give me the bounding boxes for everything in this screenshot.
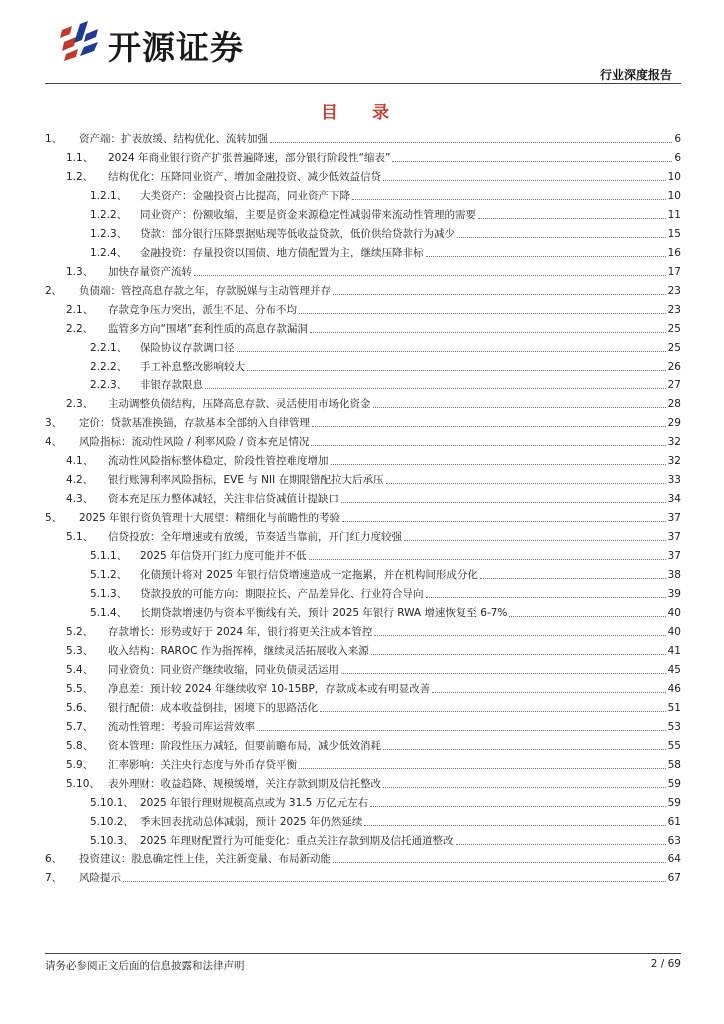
toc-leader-dots <box>270 142 672 143</box>
page-header <box>0 0 724 82</box>
toc-leader-dots <box>257 730 666 731</box>
toc-entry-number: 5.9、 <box>66 758 94 771</box>
toc-entry[interactable] <box>66 678 681 696</box>
toc-leader-dots <box>383 180 666 181</box>
toc-entry[interactable] <box>66 450 681 468</box>
toc-entry-page: 17 <box>667 265 681 278</box>
brand-name: 开源证券 <box>108 28 244 67</box>
toc-entry[interactable] <box>45 431 681 449</box>
toc-entry-title: 2025 年银行资负管理十大展望：精细化与前瞻性的考验 <box>79 512 341 525</box>
toc-entry-number: 4.2、 <box>66 474 94 487</box>
toc-entry-number: 4.1、 <box>66 455 94 468</box>
toc-entry[interactable] <box>66 716 681 734</box>
toc-entry-number: 4、 <box>45 436 63 449</box>
toc-entry-number: 5.10.1、 <box>90 796 134 809</box>
toc-leader-dots <box>299 313 666 314</box>
toc-entry-page: 61 <box>667 815 681 828</box>
toc-entry[interactable] <box>66 147 681 165</box>
toc-entry-title: 化债预计将对 2025 年银行信贷增速造成一定拖累，并在机构间形成分化 <box>140 569 478 582</box>
toc-entry-number: 5、 <box>45 512 63 525</box>
brand-logo-icon <box>58 20 104 62</box>
toc-entry-title: 同业资负：同业资产继续收缩，同业负债灵活运用 <box>108 663 339 676</box>
toc-entry-page: 23 <box>667 303 681 316</box>
toc-leader-dots <box>309 559 666 560</box>
page-number: 2 / 69 <box>650 958 681 970</box>
toc-entry-title: 金融投资：存量投资以国债、地方债配置为主，继续压降非标 <box>140 246 424 259</box>
toc-entry-title: 2025 年信贷开门红力度可能并不低 <box>140 550 307 563</box>
toc-leader-dots <box>374 635 665 636</box>
toc-leader-dots <box>299 768 666 769</box>
toc-entry-page: 46 <box>667 682 681 695</box>
toc-entry[interactable] <box>66 640 681 658</box>
toc-leader-dots <box>404 540 666 541</box>
footer-disclaimer: 请务必参阅正文后面的信息披露和法律声明 <box>45 960 245 972</box>
toc-entry[interactable] <box>90 811 681 829</box>
toc-leader-dots <box>341 673 666 674</box>
toc-entry-page: 37 <box>667 512 681 525</box>
toc-entry[interactable] <box>90 583 681 601</box>
toc-entry-page: 15 <box>667 227 681 240</box>
toc-entry-page: 34 <box>667 493 681 506</box>
toc-entry-number: 5.5、 <box>66 682 94 695</box>
toc-entry-title: 长期贷款增速仍与资本平衡线有关，预计 2025 年银行 RWA 增速恢复至 6-7% <box>140 607 508 619</box>
toc-entry-page: 6 <box>674 151 681 164</box>
toc-entry[interactable] <box>90 185 681 203</box>
toc-entry-number: 5.6、 <box>66 701 94 714</box>
toc-leader-dots <box>426 256 666 257</box>
toc-entry-number: 1.2.2、 <box>90 208 128 221</box>
toc-entry-title: 2025 年理财配置行为可能变化：重点关注存款到期及信托通道整改 <box>140 834 454 847</box>
toc-leader-dots <box>480 578 666 579</box>
toc-entry-title: 季末回表扰动总体减弱，预计 2025 年仍然延续 <box>140 815 363 828</box>
toc-entry-number: 1.2.4、 <box>90 246 128 259</box>
toc-entry-number: 2、 <box>45 284 63 297</box>
toc-entry-page: 28 <box>667 398 681 411</box>
toc-leader-dots <box>320 711 666 712</box>
toc-entry-number: 5.8、 <box>66 739 94 752</box>
toc-leader-dots <box>312 426 666 427</box>
toc-entry-page: 16 <box>667 246 681 259</box>
toc-entry-title: 2025 年银行理财规模高点或为 31.5 万亿元左右 <box>140 796 369 809</box>
toc-entry-number: 1.2、 <box>66 170 94 183</box>
header-divider <box>45 83 681 84</box>
toc-entry-page: 37 <box>667 550 681 563</box>
toc-leader-dots <box>333 862 666 863</box>
toc-leader-dots <box>205 388 666 389</box>
toc-entry-title: 同业资产：份额收缩，主要是资金来源稳定性减弱带来流动性管理的需要 <box>140 208 476 221</box>
toc-entry-page: 33 <box>667 474 681 487</box>
toc-entry-page: 51 <box>667 701 681 714</box>
toc-entry-title: 净息差：预计较 2024 年继续收窄 10-15BP，存款成本或有明显改善 <box>108 682 431 695</box>
toc-leader-dots <box>383 787 666 788</box>
toc-leader-dots <box>386 483 666 484</box>
toc-entry-title: 银行配债：成本收益倒挂，困境下的思路活化 <box>108 701 318 714</box>
toc-leader-dots <box>373 407 666 408</box>
toc-entry-page: 40 <box>667 625 681 638</box>
toc-entry-page: 25 <box>667 322 681 335</box>
footer-divider <box>45 953 681 954</box>
toc-entry-title: 信贷投放：全年增速或有放缓，节奏适当靠前，开门红力度较强 <box>108 531 402 544</box>
toc-entry-title: 2024 年商业银行资产扩张普遍降速，部分银行阶段性“缩表” <box>108 151 391 164</box>
toc-entry-number: 1.1、 <box>66 151 94 164</box>
toc-entry-page: 27 <box>667 379 681 392</box>
toc-entry[interactable] <box>45 412 681 430</box>
toc-entry[interactable] <box>90 830 681 848</box>
toc-leader-dots <box>392 161 672 162</box>
toc-entry[interactable] <box>66 488 681 506</box>
toc-entry[interactable] <box>90 545 681 563</box>
toc-entry-number: 5.7、 <box>66 720 94 733</box>
toc-entry[interactable] <box>45 848 681 866</box>
toc-leader-dots <box>457 237 666 238</box>
toc-entry-title: 汇率影响：关注央行态度与外币存贷平衡 <box>108 758 297 771</box>
toc-entry-number: 2.1、 <box>66 303 94 316</box>
toc-leader-dots <box>237 351 666 352</box>
toc-entry-number: 1.2.3、 <box>90 227 128 240</box>
toc-entry[interactable] <box>66 735 681 753</box>
toc-entry-number: 4.3、 <box>66 493 94 506</box>
toc-entry-number: 2.3、 <box>66 398 94 411</box>
toc-entry[interactable] <box>90 356 681 374</box>
toc-entry-title: 资本管理：阶段性压力减轻，但要前瞻布局，减少低效消耗 <box>108 739 381 752</box>
toc-entry-page: 59 <box>667 796 681 809</box>
toc-entry-page: 55 <box>667 739 681 752</box>
toc-leader-dots <box>333 294 666 295</box>
toc-entry[interactable] <box>90 374 681 392</box>
toc-entry-title: 非银存款限息 <box>140 379 203 392</box>
toc-leader-dots <box>247 370 666 371</box>
toc-entry[interactable] <box>90 223 681 241</box>
toc-entry[interactable] <box>90 792 681 810</box>
toc-entry-title: 贷款：部分银行压降票据贴现等低收益贷款，低价供给贷款行为减少 <box>140 227 455 240</box>
toc-entry-number: 5.1.1、 <box>90 550 128 563</box>
toc-entry-number: 2.2、 <box>66 322 94 335</box>
toc-entry-number: 3、 <box>45 417 63 430</box>
brand-logo <box>58 16 278 66</box>
toc-entry-number: 5.10.2、 <box>90 815 134 828</box>
toc-leader-dots <box>509 616 665 617</box>
toc-entry-title: 大类资产：金融投资占比提高，同业资产下降 <box>140 189 350 202</box>
toc-entry-page: 37 <box>667 531 681 544</box>
toc-entry-title: 流动性风险指标整体稳定，阶段性管控难度增加 <box>108 455 329 468</box>
toc-entry-page: 58 <box>667 758 681 771</box>
toc-entry[interactable] <box>45 128 681 146</box>
toc-entry-number: 5.1.2、 <box>90 569 128 582</box>
toc-entry-number: 7、 <box>45 872 63 885</box>
toc-leader-dots <box>371 654 666 655</box>
toc-entry-number: 5.1.3、 <box>90 588 128 601</box>
toc-entry[interactable] <box>66 166 681 184</box>
toc-entry[interactable] <box>66 299 681 317</box>
toc-entry-number: 1.3、 <box>66 265 94 278</box>
toc-entry[interactable] <box>90 242 681 260</box>
toc-entry-page: 45 <box>667 663 681 676</box>
toc-entry-title: 保险协议存款调口径 <box>140 341 235 354</box>
toc-entry-number: 1、 <box>45 133 63 145</box>
toc-entry-number: 5.10、 <box>66 777 100 790</box>
toc-entry[interactable] <box>66 697 681 715</box>
toc-entry[interactable] <box>90 602 681 620</box>
toc-entry-title: 流动性管理：考验司库运营效率 <box>108 720 255 733</box>
toc-entry-title: 加快存量资产流转 <box>108 265 192 278</box>
toc-entry-number: 6、 <box>45 853 63 866</box>
toc-entry-title: 手工补息整改影响较大 <box>140 360 245 373</box>
toc-entry[interactable] <box>45 507 681 525</box>
toc-entry-page: 59 <box>667 777 681 790</box>
toc-entry-title: 负债端：管控高息存款之年，存款脱媒与主动管理并存 <box>79 284 331 297</box>
toc-entry-page: 40 <box>667 607 681 619</box>
toc-entry-number: 2.2.3、 <box>90 379 128 392</box>
report-type-label: 行业深度报告 <box>599 68 672 82</box>
toc-leader-dots <box>383 749 666 750</box>
toc-entry[interactable] <box>45 867 681 885</box>
toc-entry-page: 32 <box>667 455 681 468</box>
toc-entry-page: 6 <box>674 133 681 145</box>
toc-entry[interactable] <box>66 318 681 336</box>
toc-entry-page: 32 <box>667 436 681 449</box>
toc-leader-dots <box>352 199 666 200</box>
toc-entry-page: 10 <box>667 170 681 183</box>
toc-leader-dots <box>478 218 666 219</box>
toc-entry[interactable] <box>90 204 681 222</box>
toc-entry-title: 银行账簿利率风险指标，EVE 与 NII 在期限错配拉大后承压 <box>108 474 384 487</box>
toc-entry-title: 投资建议：股息确定性上佳，关注新变量、布局新动能 <box>79 853 331 866</box>
toc-entry-title: 贷款投放的可能方向：期限拉长、产品差异化、行业符合导向 <box>140 588 424 601</box>
toc-entry[interactable] <box>66 773 681 791</box>
toc-entry-title: 收入结构：RAROC 作为指挥棒，继续灵活拓展收入来源 <box>108 644 369 657</box>
toc-entry-title: 定价：贷款基准换锚，存款基本全部纳入自律管理 <box>79 417 310 430</box>
toc-entry-number: 5.1.4、 <box>90 607 128 619</box>
toc-entry-page: 10 <box>667 189 681 202</box>
toc-entry-number: 5.10.3、 <box>90 834 134 847</box>
toc-entry[interactable] <box>90 337 681 355</box>
toc-entry[interactable] <box>66 659 681 677</box>
toc-entry[interactable] <box>66 621 681 639</box>
toc-entry-title: 存款增长：形势或好于 2024 年，银行将更关注成本管控 <box>108 625 373 638</box>
toc-entry-title: 资产端：扩表放缓、结构优化、流转加强 <box>79 133 268 145</box>
toc-entry[interactable] <box>66 469 681 487</box>
toc-leader-dots <box>341 502 666 503</box>
toc-leader-dots <box>311 445 665 446</box>
toc-entry-page: 26 <box>667 360 681 373</box>
toc-entry-number: 2.2.2、 <box>90 360 128 373</box>
toc-leader-dots <box>194 275 666 276</box>
toc-entry-page: 38 <box>667 569 681 582</box>
toc-entry-number: 2.2.1、 <box>90 341 128 354</box>
toc-entry-number: 5.2、 <box>66 625 94 638</box>
toc-leader-dots <box>310 332 666 333</box>
toc-entry-title: 监管多方向“围堵”套利性质的高息存款漏洞 <box>108 322 308 335</box>
toc-entry-page: 25 <box>667 341 681 354</box>
toc-entry-page: 41 <box>667 644 681 657</box>
toc-entry[interactable] <box>66 526 681 544</box>
toc-leader-dots <box>432 692 665 693</box>
toc-leader-dots <box>370 806 666 807</box>
toc-entry-page: 39 <box>667 588 681 601</box>
toc-leader-dots <box>342 521 666 522</box>
toc-entry-page: 29 <box>667 417 681 430</box>
toc-entry[interactable] <box>45 280 681 298</box>
toc-entry-title: 存款竞争压力突出，派生不足、分布不均 <box>108 303 297 316</box>
toc-title: 目 录 <box>321 103 403 123</box>
toc-entry[interactable] <box>66 261 681 279</box>
toc-entry-page: 63 <box>667 834 681 847</box>
toc-leader-dots <box>123 881 666 882</box>
toc-entry-page: 67 <box>667 872 681 885</box>
toc-entry-title: 表外理财：收益趋降、规模缓增，关注存款到期及信托整改 <box>108 777 381 790</box>
toc-entry-title: 风险指标：流动性风险 / 利率风险 / 资本充足情况 <box>79 436 310 449</box>
toc-entry-page: 53 <box>667 720 681 733</box>
toc-entry-title: 结构优化：压降同业资产、增加金融投资、减少低效益信贷 <box>108 170 381 183</box>
toc-entry[interactable] <box>66 754 681 772</box>
toc-entry-page: 11 <box>667 208 681 221</box>
toc-leader-dots <box>426 597 666 598</box>
toc-entry-title: 风险提示 <box>79 872 121 885</box>
toc-entry-title: 资本充足压力整体减轻，关注非信贷减值计提缺口 <box>108 493 339 506</box>
toc-leader-dots <box>331 464 666 465</box>
toc-entry-number: 5.1、 <box>66 531 94 544</box>
toc-entry-number: 1.2.1、 <box>90 189 128 202</box>
toc-entry[interactable] <box>90 564 681 582</box>
toc-entry-number: 5.3、 <box>66 644 94 657</box>
toc-entry-page: 64 <box>667 853 681 866</box>
toc-entry-page: 23 <box>667 284 681 297</box>
toc-entry-number: 5.4、 <box>66 663 94 676</box>
toc-entry[interactable] <box>66 393 681 411</box>
toc-entry-title: 主动调整负债结构，压降高息存款、灵活使用市场化资金 <box>108 398 371 411</box>
toc-leader-dots <box>364 825 665 826</box>
toc-leader-dots <box>456 844 666 845</box>
